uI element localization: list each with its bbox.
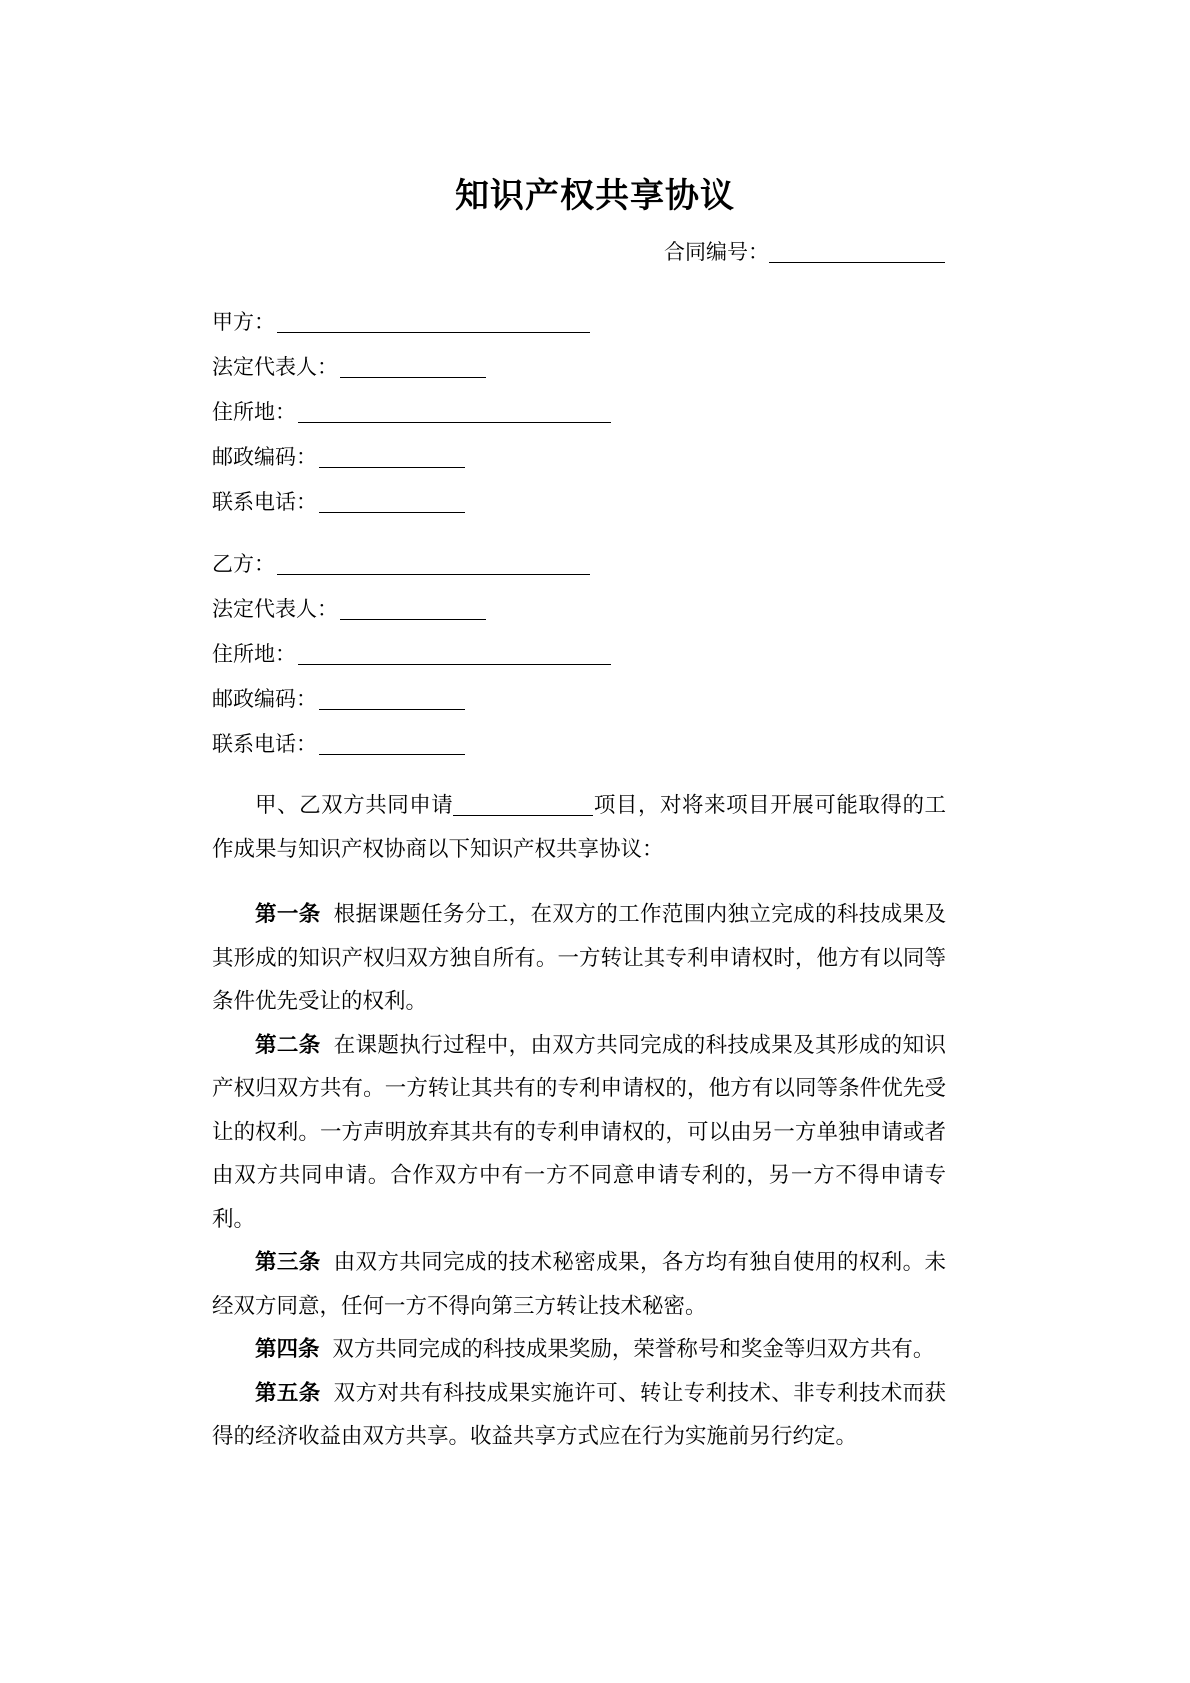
project-name-blank[interactable] <box>453 792 593 817</box>
party-b-field-input[interactable] <box>319 685 465 710</box>
party-a-field-input[interactable] <box>298 398 611 423</box>
contract-number-line <box>0 236 945 266</box>
preamble-text-2: 项目，对将来项目开展可能取得的工作成果与知识产权协商以下知识产权共享协议： <box>212 793 946 862</box>
party-a-block <box>212 300 611 525</box>
articles-list <box>212 893 946 1459</box>
article-number: 第一条 <box>255 902 321 927</box>
article-paragraph <box>212 1024 946 1242</box>
contract-number-label: 合同编号： <box>664 240 769 264</box>
party-a-field-input[interactable] <box>340 353 486 378</box>
party-b-field-input[interactable] <box>340 595 486 620</box>
party-a-field-row <box>212 345 611 390</box>
article-paragraph <box>212 1328 946 1372</box>
article-paragraph <box>212 1241 946 1328</box>
party-b-block <box>212 542 611 767</box>
party-b-field-label: 法定代表人： <box>212 597 338 621</box>
party-a-field-label: 住所地： <box>212 400 296 424</box>
article-number: 第三条 <box>255 1250 321 1275</box>
party-b-field-input[interactable] <box>319 730 465 755</box>
party-b-field-row <box>212 722 611 767</box>
preamble-paragraph <box>212 784 946 871</box>
party-b-field-label: 住所地： <box>212 642 296 666</box>
party-a-field-input[interactable] <box>319 443 465 468</box>
party-b-field-label: 联系电话： <box>212 732 317 756</box>
party-a-field-row <box>212 390 611 435</box>
article-text: 在课题执行过程中，由双方共同完成的科技成果及其形成的知识产权归双方共有。一方转让其共有的专利申请权的，他方有以同等条件优先受让的权利。一方声明放弃其共有的专利申请权的，可以由另一方单独申请或者由双方共同申请。合作双方中有一方不同意申请专利的，另一方不得申请专利。 <box>212 1032 946 1232</box>
party-a-field-row <box>212 435 611 480</box>
party-b-field-input[interactable] <box>277 550 590 575</box>
preamble-text-1: 甲、乙双方共同申请 <box>255 793 454 818</box>
party-a-field-row <box>212 480 611 525</box>
contract-number-blank[interactable] <box>769 238 945 263</box>
article-paragraph <box>212 893 946 1024</box>
party-b-field-row <box>212 542 611 587</box>
party-a-field-label: 甲方： <box>212 310 275 334</box>
party-a-field-label: 联系电话： <box>212 490 317 514</box>
party-b-field-row <box>212 587 611 632</box>
party-a-field-label: 法定代表人： <box>212 355 338 379</box>
article-number: 第二条 <box>255 1032 321 1058</box>
party-a-field-input[interactable] <box>319 488 465 513</box>
party-a-field-input[interactable] <box>277 308 590 333</box>
document-body <box>212 784 946 871</box>
article-number: 第四条 <box>255 1337 320 1362</box>
party-a-field-label: 邮政编码： <box>212 445 317 469</box>
page-title: 知识产权共享协议 <box>455 176 735 216</box>
party-b-field-label: 乙方： <box>212 552 275 576</box>
article-text: 由双方共同完成的技术秘密成果，各方均有独自使用的权利。未经双方同意，任何一方不得向第三方转让技术秘密。 <box>212 1250 946 1319</box>
party-b-field-row <box>212 632 611 677</box>
party-b-field-input[interactable] <box>298 640 611 665</box>
party-b-field-row <box>212 677 611 722</box>
article-text: 双方共同完成的科技成果奖励，荣誉称号和奖金等归双方共有。 <box>332 1337 935 1362</box>
article-text: 双方对共有科技成果实施许可、转让专利技术、非专利技术而获得的经济收益由双方共享。收益共享方式应在行为实施前另行约定。 <box>212 1380 946 1449</box>
party-a-field-row <box>212 300 611 345</box>
party-b-field-label: 邮政编码： <box>212 687 317 711</box>
article-text: 根据课题任务分工，在双方的工作范围内独立完成的科技成果及其形成的知识产权归双方独自所有。一方转让其专利申请权时，他方有以同等条件优先受让的权利。 <box>212 902 946 1014</box>
article-number: 第五条 <box>255 1380 321 1406</box>
article-paragraph <box>212 1372 946 1459</box>
